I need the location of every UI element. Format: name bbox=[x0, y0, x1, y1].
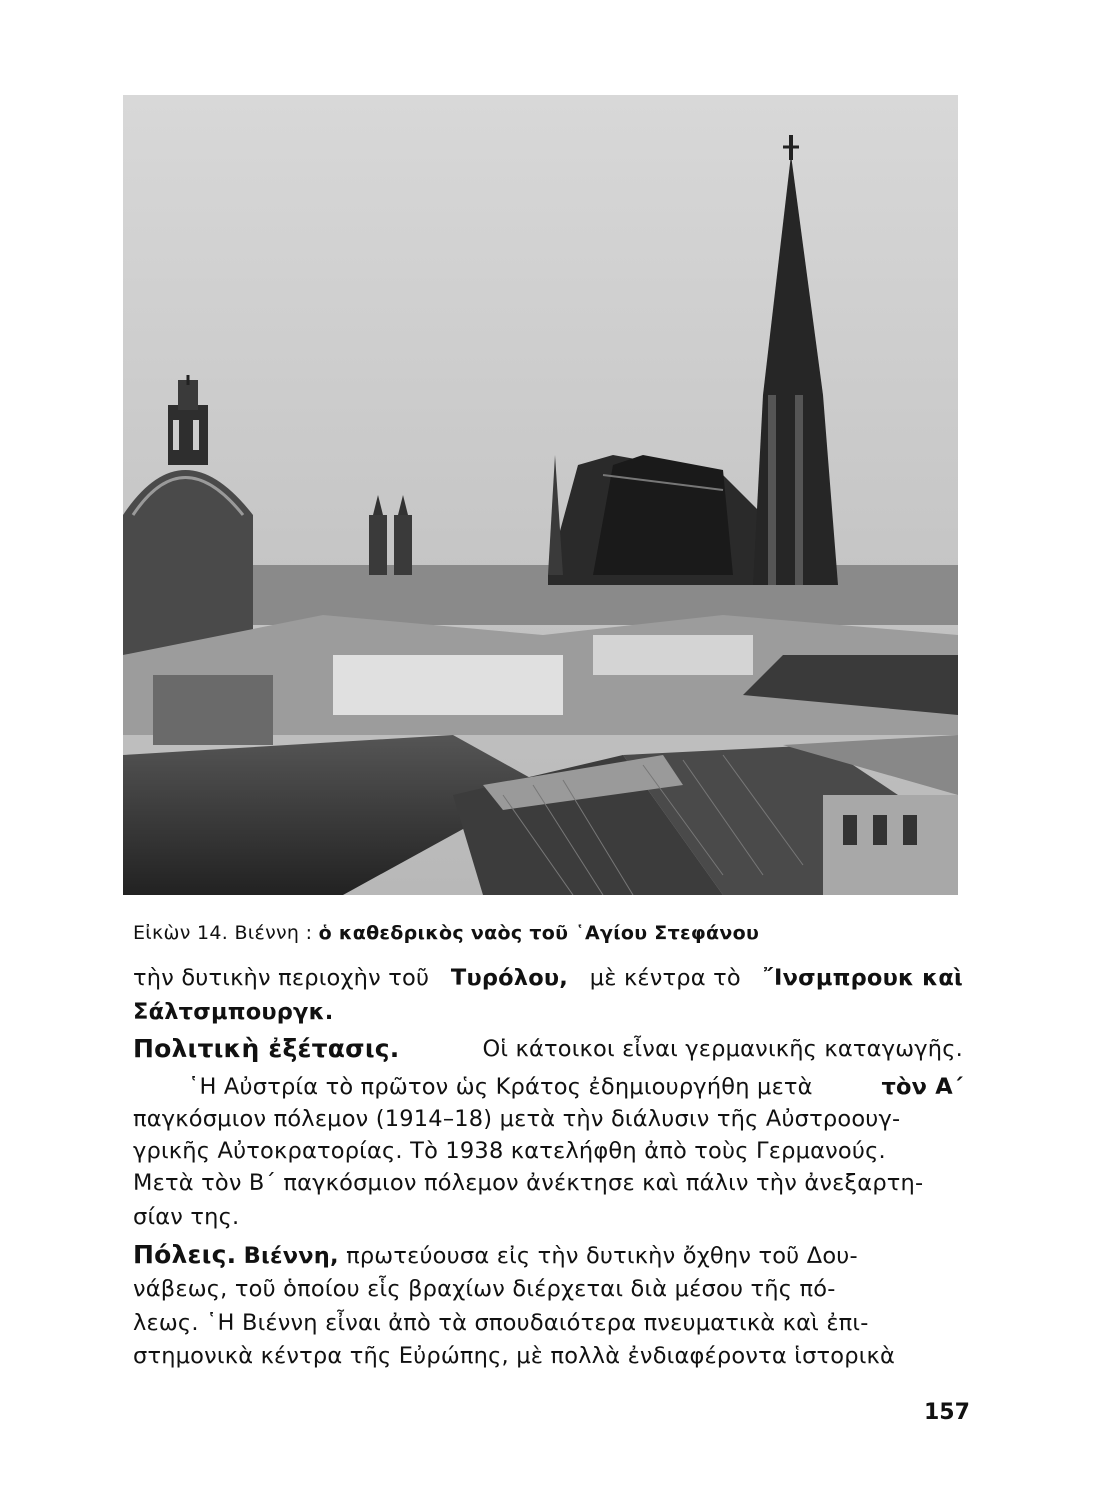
p3-line-1: πρωτεύουσα εἰς τὴν δυτικὴν ὄχθην τοῦ Δου- bbox=[346, 1243, 858, 1269]
cityscape-photo-icon bbox=[123, 95, 958, 895]
figure-subject: ὁ καθεδρικὸς ναὸς τοῦ ῾Αγίου Στεφάνου bbox=[318, 922, 760, 944]
p3-line-3: λεως. ῾Η Βιέννη εἶναι ἀπὸ τὰ σπουδαιότερα πνευματικὰ καὶ ἐπι- bbox=[133, 1310, 869, 1336]
politiki-line bbox=[133, 1032, 963, 1066]
line1-b: Τυρόλου, bbox=[450, 965, 569, 991]
p2-line-3: γρικῆς Αὐτοκρατορίας. Τὸ 1938 κατελήφθη ἀπὸ τοὺς Γερμανούς. bbox=[133, 1138, 886, 1164]
p2-l1-b: τὸν Α΄ bbox=[881, 1074, 963, 1100]
vienna-cathedral-photo bbox=[123, 95, 958, 895]
politiki-rest: Οἱ κάτοικοι εἶναι γερμανικῆς καταγωγῆς. bbox=[482, 1036, 963, 1062]
p3-line-4: στημονικὰ κέντρα τῆς Εὐρώπης, μὲ πολλὰ ἐνδιαφέροντα ἱστορικὰ bbox=[133, 1343, 896, 1369]
politiki-heading: Πολιτικὴ ἐξέτασις. bbox=[133, 1034, 400, 1063]
poleis-city: Βιέννη, bbox=[243, 1243, 339, 1269]
figure-number: Εἰκὼν 14. bbox=[133, 922, 229, 944]
line1-d: ῎Ινσμπρουκ καὶ bbox=[762, 965, 963, 991]
p3-line-2: νάβεως, τοῦ ὁποίου εἷς βραχίων διέρχεται διὰ μέσου τῆς πό- bbox=[133, 1276, 836, 1302]
body-line-2 bbox=[133, 995, 963, 1029]
p2-line-5: σίαν της. bbox=[133, 1204, 240, 1230]
p2-line-4: Μετὰ τὸν Β΄ παγκόσμιον πόλεμον ἀνέκτησε καὶ πάλιν τὴν ἀνεξαρτη- bbox=[133, 1170, 924, 1196]
line2: Σάλτσμπουργκ. bbox=[133, 999, 334, 1025]
figure-city: Βιέννη : bbox=[234, 922, 313, 944]
poleis-line bbox=[133, 1238, 963, 1273]
page-number: 157 bbox=[924, 1400, 970, 1425]
p2-l1-a: ῾Η Αὐστρία τὸ πρῶτον ὡς Κράτος ἐδημιουργήθη μετὰ bbox=[188, 1074, 813, 1100]
p2-line-2: παγκόσμιον πόλεμον (1914–18) μετὰ τὴν διάλυσιν τῆς Αὐστροουγ- bbox=[133, 1106, 901, 1132]
poleis-heading: Πόλεις. bbox=[133, 1240, 237, 1269]
figure-caption bbox=[133, 922, 759, 944]
line1-c: μὲ κέντρα τὸ bbox=[589, 965, 741, 991]
body-line-1 bbox=[133, 961, 963, 995]
p2-line-1 bbox=[188, 1070, 963, 1104]
line1-a: τὴν δυτικὴν περιοχὴν τοῦ bbox=[133, 965, 430, 991]
